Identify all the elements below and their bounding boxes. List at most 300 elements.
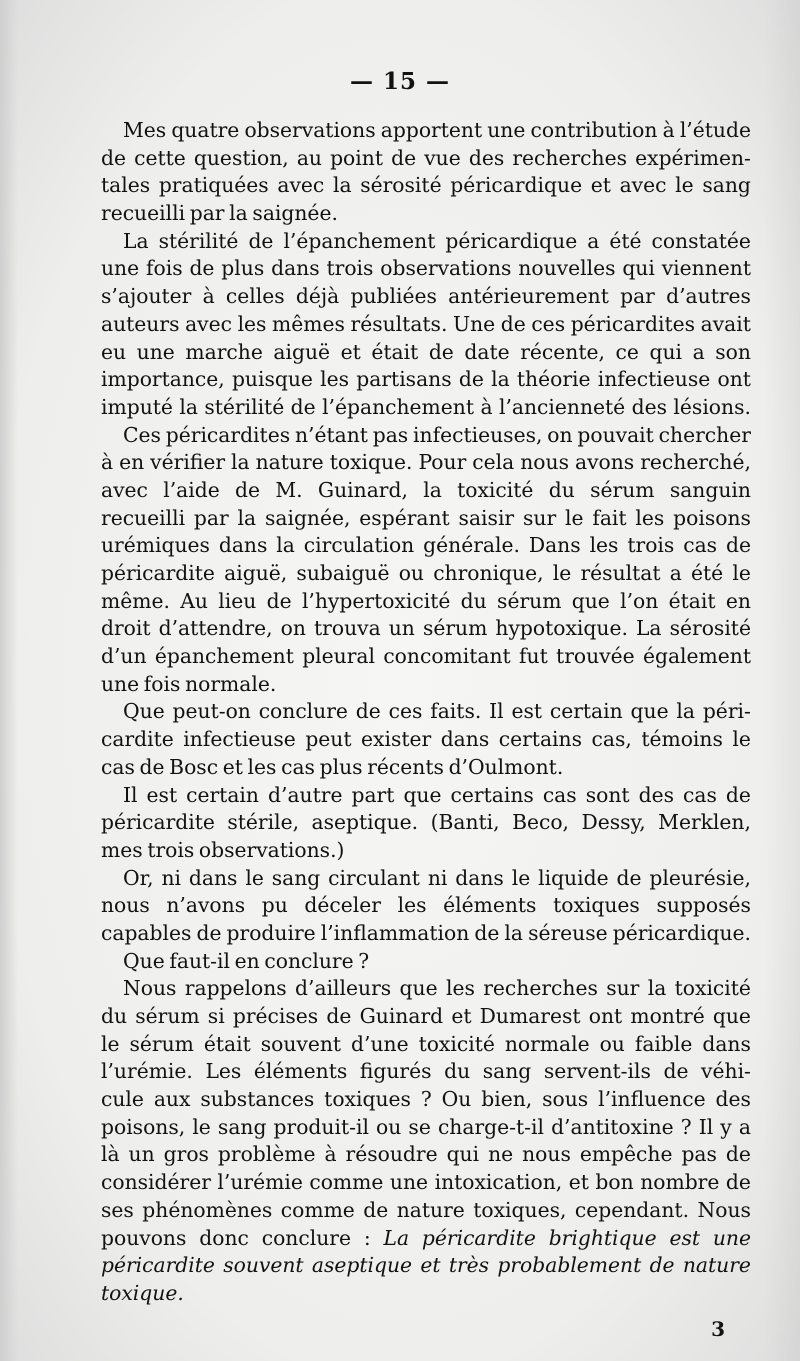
word: fois (143, 671, 181, 696)
word: espérant (359, 505, 450, 530)
word: de (363, 1197, 389, 1222)
word: récente, (520, 339, 605, 364)
word: (Banti, (430, 810, 500, 835)
word: bien, (481, 1087, 533, 1112)
word: se (408, 1114, 431, 1139)
word: là (101, 1142, 120, 1167)
word: une (712, 1225, 751, 1250)
word: de (428, 339, 454, 364)
word: rappelons (184, 976, 287, 1001)
word: circulation (303, 533, 415, 558)
word: l’ancienneté (498, 394, 626, 419)
word: à (202, 284, 215, 309)
word: cela (472, 450, 515, 475)
word: ou (599, 1031, 625, 1056)
word: faut-il (169, 948, 230, 973)
word: sous (542, 1087, 589, 1112)
word: ? (420, 1087, 432, 1112)
word: n’avons (166, 893, 246, 918)
word: de (326, 1004, 352, 1028)
text-line (101, 117, 751, 145)
word: toxicité (418, 1031, 495, 1056)
word: hypotoxique. (495, 616, 628, 641)
text-line (101, 782, 751, 810)
word: péricardite (101, 810, 215, 835)
text-line (101, 505, 751, 533)
word: sang (271, 865, 321, 890)
word: les (589, 533, 619, 558)
word: péricardite (101, 561, 215, 585)
word: trois (326, 256, 374, 281)
word: d’attendre, (158, 616, 273, 641)
word: péricardique (450, 173, 583, 198)
word: de (663, 1059, 689, 1084)
word: et (590, 173, 611, 198)
word: cas (542, 782, 577, 807)
word: Dessy, (581, 810, 646, 835)
word: observations (380, 256, 512, 281)
word: précises (232, 1004, 319, 1028)
word: cas (683, 782, 717, 807)
text-line (101, 172, 751, 200)
word: la (332, 173, 352, 198)
word: le (564, 505, 584, 530)
word: péricardite (101, 1253, 215, 1278)
word: et (340, 339, 361, 364)
word: que (399, 976, 438, 1001)
text-line (101, 1114, 751, 1142)
word: recueilli (101, 505, 186, 530)
word: cas (281, 754, 315, 779)
word: la (504, 920, 523, 945)
word: eu (101, 339, 127, 364)
word: comme (280, 1197, 355, 1222)
text-line (101, 200, 751, 228)
word: chronique, (433, 561, 544, 585)
word: et (568, 1170, 589, 1195)
word: puisque (231, 367, 313, 392)
word: aiguë, (224, 561, 288, 585)
word: cas (101, 754, 135, 779)
word: avec (277, 173, 325, 198)
word: véhi- (701, 1059, 751, 1084)
word: a (692, 339, 705, 364)
word: épanchement (154, 644, 294, 669)
word: fois (145, 256, 183, 281)
word: de (248, 228, 274, 253)
word: Guinard (359, 1004, 444, 1028)
word: ces (388, 699, 423, 724)
word: toxiques (324, 1087, 411, 1112)
word: sérosité (669, 616, 751, 641)
word: les (635, 505, 665, 530)
word: une (389, 1170, 429, 1195)
word: mes (101, 837, 143, 862)
word: récents (367, 754, 444, 779)
word: les (247, 754, 277, 779)
word: que (712, 1004, 751, 1028)
word: La (635, 616, 662, 641)
word: souvent (260, 1031, 342, 1056)
text-line (101, 975, 751, 1003)
word: avons (574, 450, 635, 475)
word: l’urémie (217, 1170, 303, 1195)
word: on (547, 422, 573, 447)
word: du (548, 477, 575, 502)
word: l’on (620, 588, 659, 613)
word: urémiques (101, 533, 210, 558)
word: tales (101, 173, 151, 198)
word: les (445, 976, 475, 1001)
word: sérum (422, 616, 488, 641)
word: a (587, 228, 600, 253)
word: sérum (129, 1031, 194, 1056)
word: sur (522, 505, 557, 530)
word: faits. (430, 699, 482, 724)
word: M. (275, 477, 303, 502)
word: la (491, 367, 510, 392)
word: le (511, 865, 531, 890)
word: capables (101, 920, 192, 945)
word: de (189, 256, 215, 281)
word: montré (630, 1004, 705, 1028)
word: de (616, 865, 642, 890)
word: sérosité (360, 173, 442, 198)
word: au (296, 145, 322, 170)
word: part (351, 782, 395, 807)
word: certain (549, 699, 623, 724)
word: pas (372, 422, 409, 447)
word: trois (147, 837, 195, 862)
word: intoxication, (434, 1170, 563, 1195)
word: du (444, 1059, 471, 1084)
word: une (101, 671, 140, 696)
word: nature (682, 1253, 751, 1278)
word: dans (702, 1031, 751, 1056)
word: Nous (697, 1197, 751, 1222)
word: Que (123, 948, 165, 973)
word: avec (619, 173, 667, 198)
word: à (662, 118, 675, 142)
word: par (189, 201, 225, 226)
word: Nous (123, 976, 177, 1001)
word: aseptique (311, 1253, 413, 1278)
word: le (675, 173, 694, 198)
word: des (715, 1087, 751, 1112)
word: concomitant (383, 644, 511, 669)
word: séreuse (528, 920, 608, 945)
word: observations.) (198, 837, 345, 862)
text-line (101, 422, 751, 450)
word: d’autre (268, 782, 343, 807)
text-line (101, 1197, 751, 1225)
word: servent-ils (543, 1059, 651, 1084)
word: le (192, 1114, 211, 1139)
page-text (101, 117, 751, 1308)
word: était (668, 588, 716, 613)
word: contribution (530, 118, 658, 142)
word: sanguin (669, 477, 751, 502)
word: donc (199, 1225, 249, 1250)
word: sérum (135, 1004, 200, 1028)
word: aux (153, 1087, 191, 1112)
word: marche (185, 339, 263, 364)
word: Au (180, 588, 208, 613)
word: question, (193, 145, 289, 170)
word: La (123, 228, 149, 253)
text-line (101, 1141, 751, 1169)
word: dans (188, 865, 238, 890)
word: la (237, 505, 257, 530)
word: sur (606, 976, 640, 1001)
text-line (101, 948, 751, 976)
word: sang (482, 1059, 532, 1084)
word: produit-il (273, 1114, 369, 1139)
word: on (280, 616, 306, 641)
word: et (420, 1253, 441, 1278)
word: l’urémie. (101, 1059, 193, 1084)
text-line (101, 477, 751, 505)
word: déceler (304, 893, 381, 918)
word: toxiques, (473, 1197, 567, 1222)
word: éléments (443, 893, 537, 918)
word: y (720, 1114, 732, 1139)
word: cette (134, 145, 186, 170)
word: de (726, 533, 751, 558)
text-line (101, 1280, 751, 1308)
word: dans (455, 865, 504, 890)
word: fait (592, 505, 627, 530)
word: résultat (580, 561, 661, 585)
word: le (732, 727, 751, 752)
word: importance, (101, 367, 225, 392)
word: lésions. (673, 394, 751, 419)
word: stérilité (158, 228, 239, 253)
word: une (101, 256, 140, 281)
word: à (324, 1142, 337, 1167)
word: une (136, 339, 175, 364)
text-line (101, 1086, 751, 1114)
word: a (669, 561, 682, 585)
word: Dans (528, 533, 581, 558)
word: Une (453, 311, 496, 336)
word: témoins (641, 727, 723, 752)
word: pas (681, 1142, 717, 1167)
word: phénomènes (142, 1197, 273, 1222)
text-line (101, 892, 751, 920)
word: de (391, 145, 417, 170)
text-line (101, 1003, 751, 1031)
word: normale. (185, 671, 277, 696)
word: ont (588, 1004, 623, 1028)
word: gros (163, 1142, 209, 1167)
word: les (320, 367, 350, 392)
word: Mes (123, 118, 167, 142)
word: Les (205, 1059, 242, 1084)
text-line (101, 1169, 751, 1197)
word: toxique. (329, 450, 413, 475)
word: péricardique. (612, 920, 751, 945)
word: charge-t-il (437, 1114, 544, 1139)
word: n’étant (294, 422, 368, 447)
word: la (231, 450, 250, 475)
word: résoudre (345, 1142, 438, 1167)
word: qui (649, 339, 683, 364)
word: l’aide (163, 477, 220, 502)
text-line (101, 255, 751, 283)
word: toxique. (101, 1280, 184, 1305)
word: infectieuse (183, 727, 296, 752)
word: cardite (101, 727, 174, 752)
word: trois (627, 533, 675, 558)
word: péri- (702, 699, 751, 724)
word: l’épanchement (322, 394, 475, 419)
word: également (642, 644, 751, 669)
word: la (676, 699, 695, 724)
word: conclure (264, 948, 354, 973)
word: de (139, 754, 165, 779)
word: viennent (661, 256, 751, 281)
word: circulant (328, 865, 420, 890)
word: infectieuse (597, 367, 711, 392)
word: substances (200, 1087, 315, 1112)
word: les (237, 311, 267, 336)
word: est (669, 1225, 700, 1250)
word: et (451, 1004, 472, 1028)
text-line (101, 837, 751, 865)
text-line (101, 726, 751, 754)
word: figurés (359, 1059, 432, 1084)
text-line (101, 1252, 751, 1280)
word: ? (358, 948, 370, 973)
word: mêmes (272, 311, 345, 336)
word: pouvons (101, 1225, 187, 1250)
word: trouvée (556, 644, 635, 669)
text-line (101, 145, 751, 173)
word: pleural (302, 644, 376, 669)
word: Merklen, (658, 810, 751, 835)
word: nature (255, 450, 324, 475)
text-line (101, 698, 751, 726)
word: le (552, 561, 572, 585)
text-line (101, 228, 751, 256)
word: comme (309, 1170, 384, 1195)
word: péricardique (445, 228, 578, 253)
word: dans (218, 533, 268, 558)
printer-signature-mark: 3 (711, 1317, 725, 1341)
text-line (101, 311, 751, 339)
word: fut (519, 644, 548, 669)
word: ses (101, 1197, 134, 1222)
word: péricardite (421, 1225, 536, 1250)
word: était (203, 1031, 251, 1056)
word: probablement (497, 1253, 642, 1278)
word: en (119, 450, 145, 475)
word: Il (489, 699, 504, 724)
word: à (480, 394, 493, 419)
text-line (101, 865, 751, 893)
word: l’inflammation (320, 920, 470, 945)
word: que (630, 699, 669, 724)
text-line (101, 754, 751, 782)
word: recherché, (640, 450, 751, 475)
word: en (725, 588, 751, 613)
word: la (647, 976, 667, 1001)
word: sont (585, 782, 630, 807)
word: antérieurement (448, 284, 609, 309)
word: cule (101, 1087, 144, 1112)
word: ? (680, 1114, 692, 1139)
word: nous (522, 1142, 571, 1167)
word: de (649, 1253, 675, 1278)
word: Bosc (169, 754, 219, 779)
word: ce (615, 339, 639, 364)
word: point (330, 145, 383, 170)
word: certains (498, 727, 583, 752)
word: certain (186, 782, 259, 807)
word: d’antitoxine (551, 1114, 674, 1139)
word: l’hypertoxicité (301, 588, 451, 613)
word: Il (698, 1114, 714, 1139)
word: considérer (101, 1170, 211, 1195)
word: ni (427, 865, 448, 890)
word: ont (717, 367, 751, 392)
word: peut (305, 727, 352, 752)
word: aseptique. (311, 810, 419, 835)
word: qui (446, 1142, 480, 1167)
word: cas, (591, 727, 632, 752)
word: observations (244, 118, 376, 142)
word: Or, (123, 865, 154, 890)
word: de (725, 1142, 751, 1167)
word: sang (702, 173, 751, 198)
text-line (101, 532, 751, 560)
word: été (691, 561, 724, 585)
word: par (620, 284, 655, 309)
word: très (448, 1253, 490, 1278)
word: Pour (418, 450, 467, 475)
word: du (460, 588, 487, 613)
word: recueilli (101, 201, 186, 226)
word: aiguë (273, 339, 331, 364)
word: ou (398, 561, 424, 585)
word: dans (440, 727, 490, 752)
word: Guinard, (317, 477, 408, 502)
word: plus (221, 256, 265, 281)
word: de (458, 367, 484, 392)
text-line (101, 394, 751, 422)
text-line (101, 339, 751, 367)
word: de (235, 477, 261, 502)
word: et (222, 754, 243, 779)
word: conclure (261, 1225, 351, 1250)
word: faible (634, 1031, 693, 1056)
word: a (738, 1114, 751, 1139)
word: pu (261, 893, 288, 918)
word: une (487, 118, 526, 142)
word: produire (226, 920, 316, 945)
word: trouva (314, 616, 381, 641)
word: résultats. (350, 311, 448, 336)
word: l’épanchement (283, 228, 436, 253)
word: que (571, 588, 610, 613)
word: un (388, 616, 415, 641)
word: toxicité (674, 976, 751, 1001)
word: théorie (516, 367, 591, 392)
word: d’Oulmont. (448, 754, 564, 779)
word: de (474, 920, 500, 945)
word: : (363, 1225, 371, 1250)
